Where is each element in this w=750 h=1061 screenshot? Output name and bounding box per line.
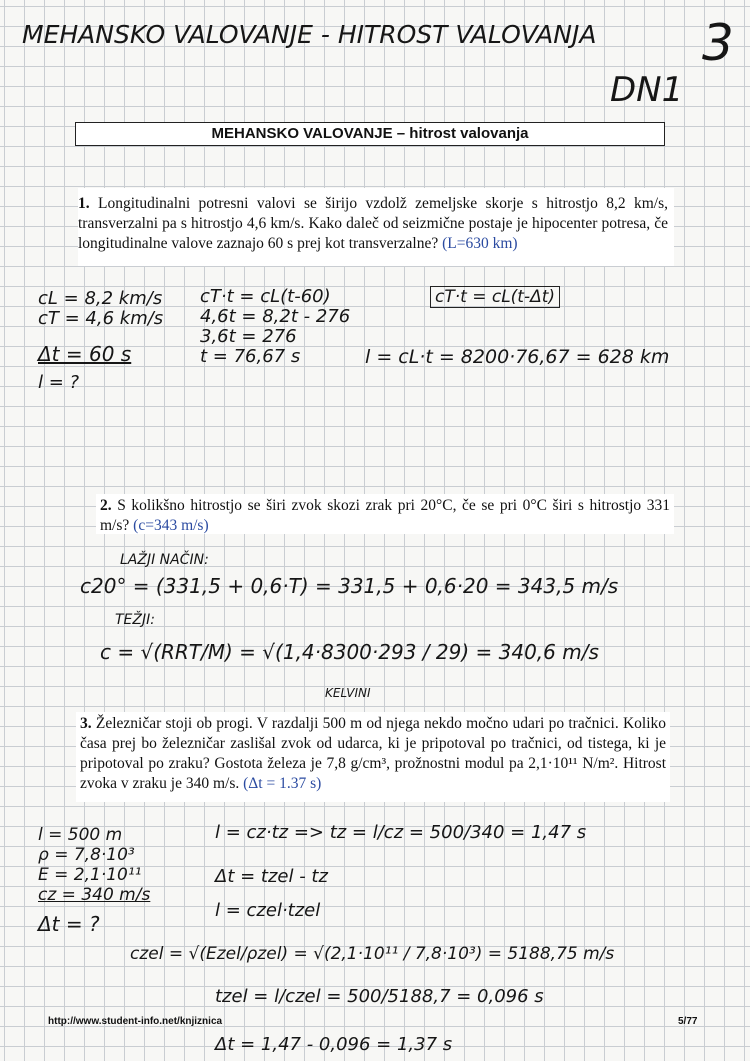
work-line: LAŽJI NAČIN: — [120, 552, 209, 568]
work-line: c = √(RRT/M) = √(1,4·8300·293 / 29) = 340,6 m/s — [100, 640, 599, 664]
question-number: 3. — [80, 715, 92, 732]
page-mark: 3 — [702, 14, 734, 72]
work-line: TEŽJI: — [115, 612, 155, 628]
work-line: l = cz·tz => tz = l/cz = 500/340 = 1,47 s — [215, 822, 587, 843]
work-line: cz = 340 m/s — [38, 885, 151, 905]
question-text: S kolikšno hitrostjo se širi zvok skozi zrak pri 20°C, če se pri 0°C širi s hitrostjo 331 m/s? — [100, 497, 671, 534]
work-line: cL = 8,2 km/s — [38, 288, 163, 309]
work-line: Δt = tzel - tz — [215, 866, 328, 887]
work-line: l = 500 m — [38, 825, 123, 845]
question-text: Longitudinalni potresni valovi se širijo vzdolž zemeljske skorje s hitrostjo 8,2 km/s, transverzalni pa s hitrostjo 4,6 km/s. Kako daleč od seizmične postaje je hipocenter potresa, če longitudinalne valove zaznajo 60 s prej kot transverzalne? — [78, 195, 669, 252]
work-line: cT = 4,6 km/s — [38, 308, 164, 329]
work-line: tzel = l/czel = 500/5188,7 = 0,096 s — [215, 986, 544, 1007]
answer-key: (c=343 m/s) — [133, 517, 209, 534]
work-line: l = czel·tzel — [215, 900, 321, 921]
answer-key: (L=630 km) — [442, 235, 518, 252]
handwritten-title: MEHANSKO VALOVANJE - HITROST VALOVANJA — [22, 20, 597, 49]
work-line: czel = √(Ezel/ρzel) = √(2,1·10¹¹ / 7,8·10³) = 5188,75 m/s — [130, 944, 615, 964]
work-line: cT·t = cL(t-60) — [200, 286, 331, 307]
work-line: Δt = 60 s — [38, 342, 132, 366]
question-number: 2. — [100, 497, 112, 514]
work-line: t = 76,67 s — [200, 346, 301, 367]
question-1 — [78, 188, 674, 266]
work-line: ρ = 7,8·10³ — [38, 845, 135, 865]
work-line: l = cL·t = 8200·76,67 = 628 km — [365, 346, 670, 368]
work-line: cT·t = cL(t-Δt) — [430, 286, 560, 308]
work-line: KELVINI — [325, 686, 371, 700]
work-line: Δt = ? — [38, 912, 100, 936]
question-number: 1. — [78, 195, 90, 212]
work-line: E = 2,1·10¹¹ — [38, 865, 142, 885]
work-line: l = ? — [38, 372, 80, 393]
question-2 — [96, 494, 674, 534]
page-number: 5/77 — [678, 1016, 698, 1027]
dn-mark: DN1 — [610, 70, 684, 110]
question-3 — [76, 712, 670, 802]
work-line: 4,6t = 8,2t - 276 — [200, 306, 351, 327]
work-line: c20° = (331,5 + 0,6·T) = 331,5 + 0,6·20 = 343,5 m/s — [80, 574, 619, 598]
work-line: 3,6t = 276 — [200, 326, 297, 347]
answer-key: (Δt = 1.37 s) — [243, 775, 322, 792]
footer-url[interactable]: http://www.student-info.net/knjiznica — [48, 1016, 223, 1027]
section-header: MEHANSKO VALOVANJE – hitrost valovanja — [75, 122, 665, 146]
work-line: Δt = 1,47 - 0,096 = 1,37 s — [215, 1034, 453, 1055]
question-text: Železničar stoji ob progi. V razdalji 500 m od njega nekdo močno udari po tračnici. Koliko časa prej bo železničar zaslišal zvok od udarca, ki je pripotoval po tračnici, od tistega, ki je pripotoval po zraku? Gostota železa je 7,8 g/cm³, prožnostni modul pa 2,1·10¹¹ N/m². Hitrost zvoka v zraku je 340 m/s. — [80, 715, 666, 792]
